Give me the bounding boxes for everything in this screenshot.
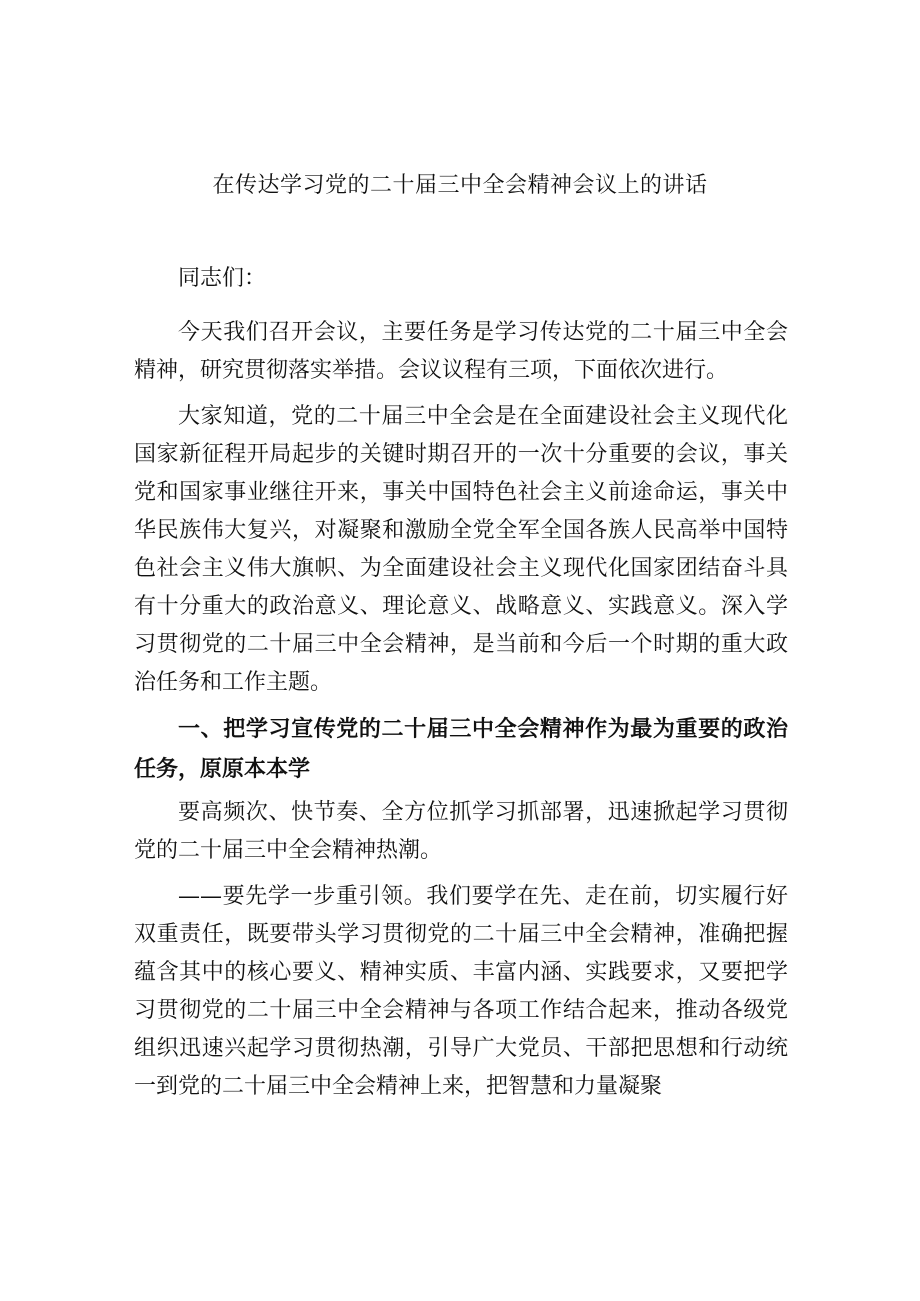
document-body bbox=[134, 260, 788, 1106]
document-title: 在传达学习党的二十届三中全会精神会议上的讲话 bbox=[212, 173, 708, 198]
paragraph-significance: 大家知道，党的二十届三中全会是在全面建设社会主义现代化国家新征程开局起步的关键时期召开的一次十分重要的会议，事关党和国家事业继往开来，事关中国特色社会主义前途命运，事关中华民族伟大复兴，对凝聚和激励全党全军全国各族人民高举中国特色社会主义伟大旗帜、为全面建设社会主义现代化国家团结奋斗具有十分重大的政治意义、理论意义、战略意义、实践意义。深入学习贯彻党的二十届三中全会精神，是当前和今后一个时期的重大政治任务和工作主题。 bbox=[134, 404, 788, 695]
paragraph-section-intro: 要高频次、快节奏、全方位抓学习抓部署，迅速掀起学习贯彻党的二十届三中全会精神热潮。 bbox=[134, 800, 788, 863]
salutation: 同志们： bbox=[178, 266, 267, 291]
section-heading: 一、把学习宣传党的二十届三中全会精神作为最为重要的政治任务，原原本本学 bbox=[134, 717, 788, 782]
paragraph-study-first: ——要先学一步重引领。我们要学在先、走在前，切实履行好双重责任，既要带头学习贯彻党的二十届三中全会精神，准确把握蕴含其中的核心要义、精神实质、丰富内涵、实践要求，又要把学习贯彻党的二十届三中全会精神与各项工作结合起来，推动各级党组织迅速兴起学习贯彻热潮，引导广大党员、干部把思想和行动统一到党的二十届三中全会精神上来，把智慧和力量凝聚 bbox=[134, 884, 788, 1099]
paragraph-intro: 今天我们召开会议，主要任务是学习传达党的二十届三中全会精神，研究贯彻落实举措。会议议程有三项，下面依次进行。 bbox=[134, 320, 788, 383]
